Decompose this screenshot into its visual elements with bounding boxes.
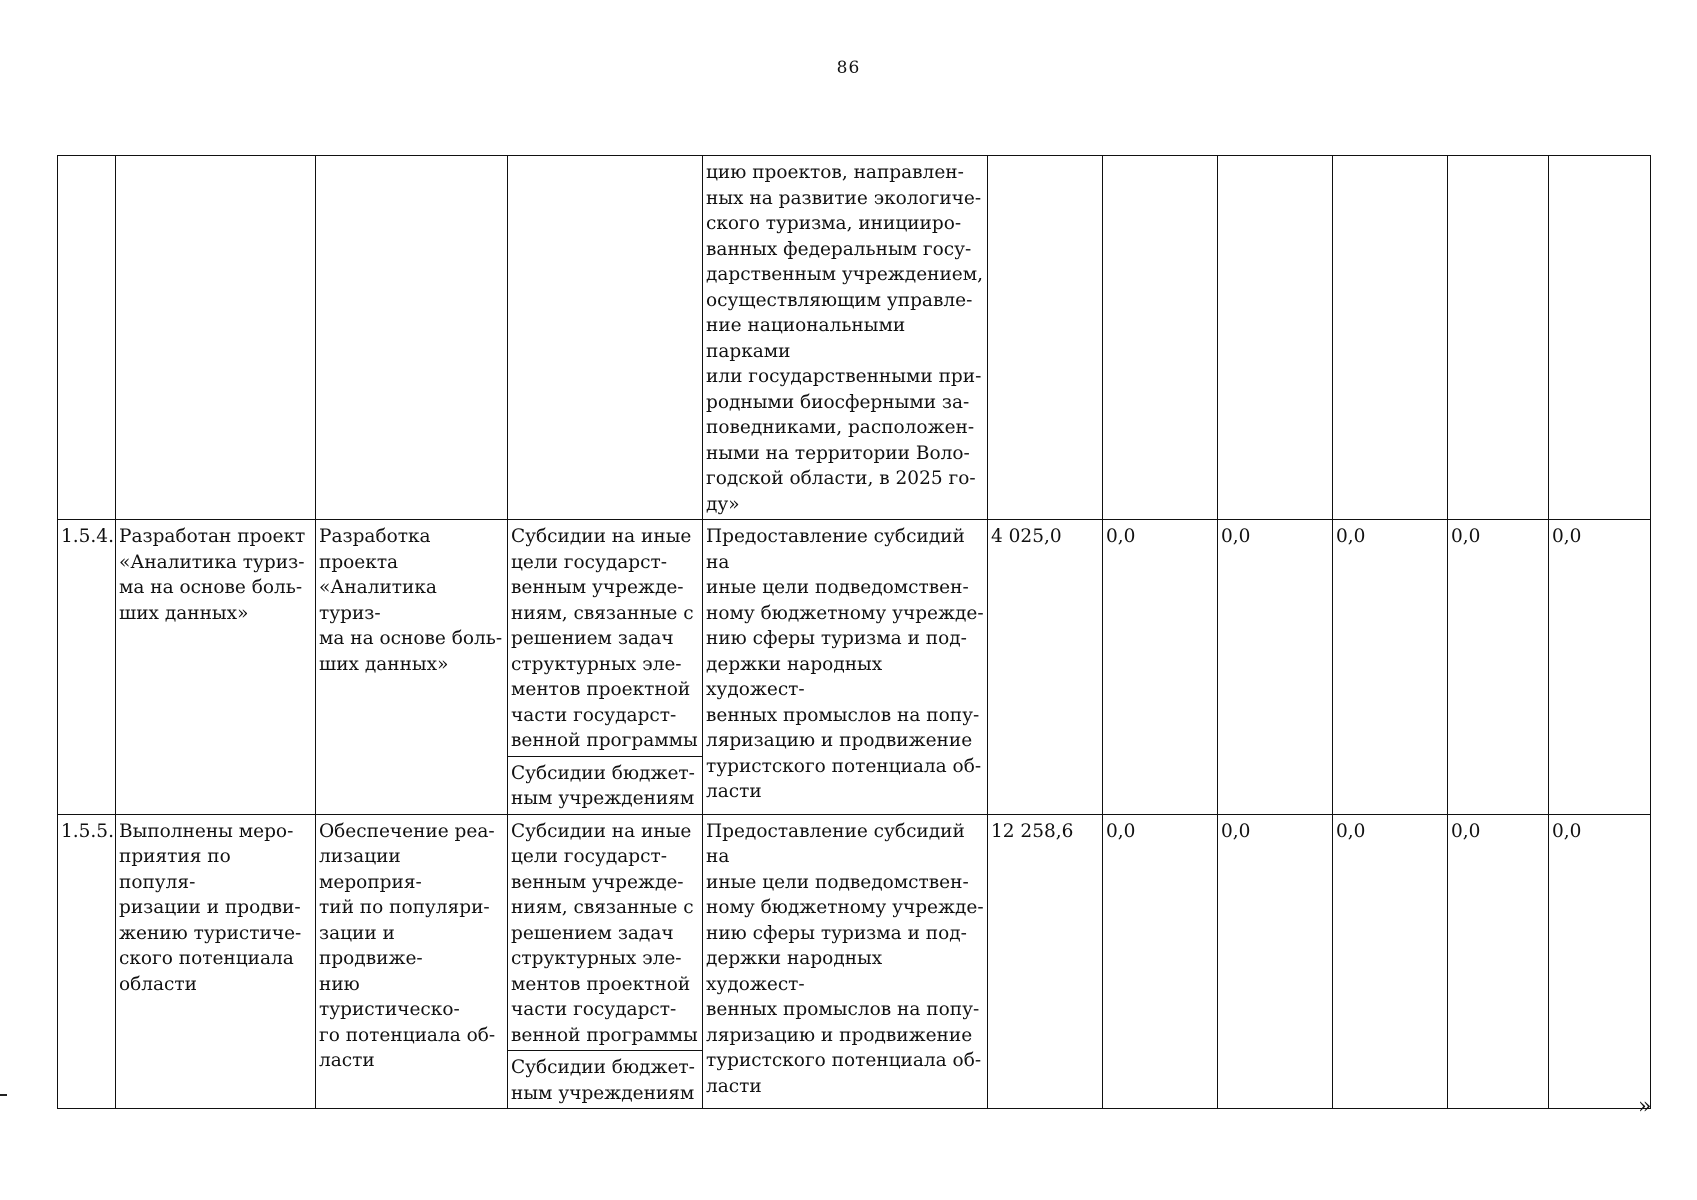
cell-direction: Предоставление субсидий на иные цели подведомствен- ному бюджетному учрежде- нию сферы туризма и под- держки народных художест- венных промыслов на попу- ляризацию и продвижение туристского потенциала об- ласти (703, 520, 988, 815)
budget-table (57, 155, 1651, 1109)
closing-quote-mark: » (1638, 1094, 1652, 1119)
table-row (58, 520, 1651, 757)
cell-value: 0,0 (1549, 814, 1651, 1109)
cell-result (116, 156, 316, 520)
cell-number: 1.5.4. (58, 520, 116, 815)
cell-activity: Обеспечение реа- лизации мероприя- тий по популяри- зации и продвиже- нию туристическо- го потенциала об- ласти (316, 814, 508, 1109)
cell-expense-type: Субсидии бюджет- ным учреждениям (508, 1051, 703, 1109)
cell-direction: Предоставление субсидий на иные цели подведомствен- ному бюджетному учрежде- нию сферы туризма и под- держки народных художест- венных промыслов на попу- ляризацию и продвижение туристского потенциала об- ласти (703, 814, 988, 1109)
cell-expense-type (508, 156, 703, 520)
cell-activity: Разработка проекта «Аналитика туриз- ма на основе боль- ших данных» (316, 520, 508, 815)
cell-number: 1.5.5. (58, 814, 116, 1109)
continuation-row (58, 156, 1651, 520)
cell-value: 0,0 (1218, 814, 1333, 1109)
cell-expense-type: Субсидии на иные цели государст- венным учрежде- ниям, связанные с решением задач структурных эле- ментов проектной части государст- венной программы (508, 520, 703, 757)
cell-expense-type: Субсидии бюджет- ным учреждениям (508, 756, 703, 814)
cell-value: 0,0 (1333, 520, 1448, 815)
cell-activity (316, 156, 508, 520)
cell-value: 0,0 (1549, 520, 1651, 815)
margin-mark (0, 1094, 7, 1096)
cell-value (1333, 156, 1448, 520)
cell-value (988, 156, 1103, 520)
cell-value: 12 258,6 (988, 814, 1103, 1109)
cell-value: 0,0 (1448, 814, 1549, 1109)
cell-value (1103, 156, 1218, 520)
cell-value (1549, 156, 1651, 520)
cell-value: 0,0 (1103, 520, 1218, 815)
cell-result: Разработан проект «Аналитика туриз- ма на основе боль- ших данных» (116, 520, 316, 815)
cell-direction: цию проектов, направлен- ных на развитие экологиче- ского туризма, иницииро- ванных федеральным госу- дарственным учреждением, осуществляющим управле- ние национальными парками или государственными при- родными биосферными за- поведниками, расположен- ными на территории Воло- годской области, в 2025 го- ду» (703, 156, 988, 520)
table-row (58, 814, 1651, 1051)
cell-value: 4 025,0 (988, 520, 1103, 815)
cell-value: 0,0 (1333, 814, 1448, 1109)
cell-number (58, 156, 116, 520)
cell-value (1218, 156, 1333, 520)
cell-value: 0,0 (1103, 814, 1218, 1109)
page-number: 86 (836, 58, 861, 78)
cell-result: Выполнены меро- приятия по популя- ризации и продви- жению туристиче- ского потенциала области (116, 814, 316, 1109)
cell-value (1448, 156, 1549, 520)
cell-expense-type: Субсидии на иные цели государст- венным учрежде- ниям, связанные с решением задач структурных эле- ментов проектной части государст- венной программы (508, 814, 703, 1051)
cell-value: 0,0 (1218, 520, 1333, 815)
cell-value: 0,0 (1448, 520, 1549, 815)
